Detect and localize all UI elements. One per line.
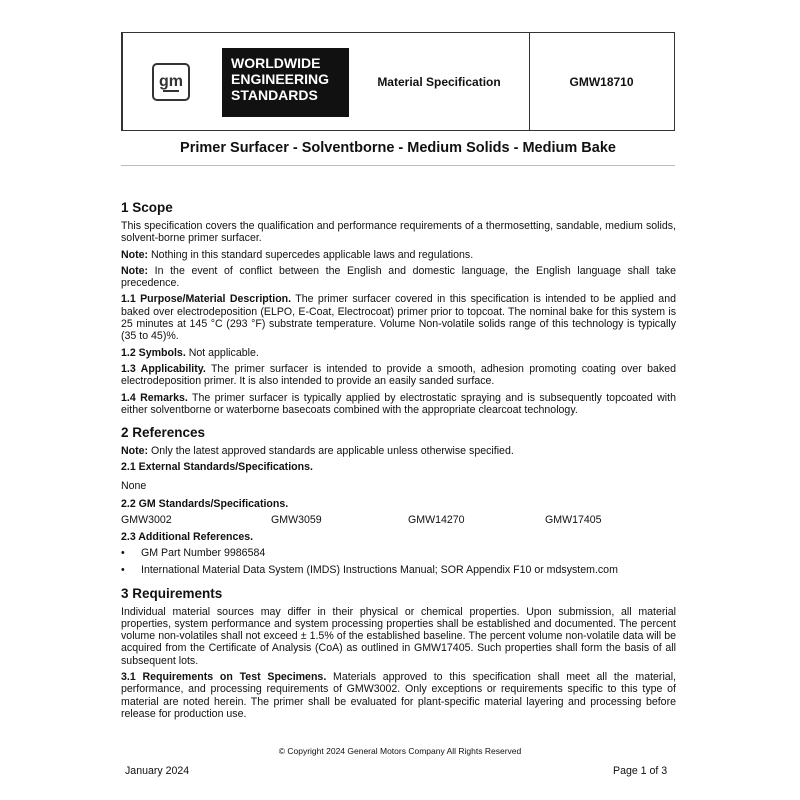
references-note: Note: Only the latest approved standards are applicable unless otherwise specified. bbox=[121, 445, 514, 458]
standards-line-2: ENGINEERING bbox=[231, 71, 330, 87]
list-item: • GM Part Number 9986584 bbox=[121, 546, 266, 559]
requirements-intro: Individual material sources may differ in their physical or chemical properties. Upon submission, all material properties, system performance and system processing properties shall be established and documented. The percent volume non-volatiles shall not exceed ± 1.5% of the established baseline. The percent volume non-volatile data will be acquired from the Certificate of Analysis (CoA) as outlined in GMW17405. Such properties shall form the basis of all subsequent lots. bbox=[121, 605, 676, 667]
scope-intro: This specification covers the qualification and performance requirements of a thermosetting, sandable, medium solids, solvent-borne primer surfacer. bbox=[121, 220, 676, 245]
doc-number: GMW18710 bbox=[569, 74, 634, 89]
footer-date: January 2024 bbox=[125, 765, 190, 777]
gm-logo bbox=[152, 63, 190, 101]
scope-note-2: Note: In the event of conflict between the English and domestic language, the English language shall take precedence. bbox=[121, 264, 676, 290]
scope-section bbox=[121, 200, 676, 416]
purpose-paragraph: 1.1 Purpose/Material Description. The primer surfacer covered in this specification is intended to be applied and baked over electrodeposition (ELPO, E-Coat, Electrocoat) primer prior to topcoat. The nominal bake for this system is 25 minutes at 145 °C (293 °F) substrate temperature. Volume Non-volatile solids range of this technology is typically (35 to 45)%. bbox=[121, 293, 676, 343]
document-header bbox=[121, 32, 675, 131]
document-title: Primer Surfacer - Solventborne - Medium Solids - Medium Bake bbox=[180, 140, 616, 156]
additional-references-heading: 2.3 Additional References. bbox=[121, 530, 254, 543]
gm-standards-heading: 2.2 GM Standards/Specifications. bbox=[121, 498, 289, 511]
bullet-icon: • bbox=[121, 546, 125, 559]
external-standards-heading: 2.1 External Standards/Specifications. bbox=[121, 461, 313, 474]
gm-standard-item: GMW3059 bbox=[271, 514, 322, 527]
doc-type: Material Specification bbox=[377, 74, 501, 89]
gm-standard-item: GMW17405 bbox=[545, 514, 602, 527]
symbols-paragraph: 1.2 Symbols. Not applicable. bbox=[121, 346, 259, 359]
gm-standard-item: GMW14270 bbox=[408, 514, 465, 527]
references-section bbox=[121, 425, 676, 576]
worldwide-engineering-standards-logo bbox=[222, 48, 349, 117]
standards-line-3: STANDARDS bbox=[231, 87, 318, 103]
list-item: • International Material Data System (IMDS) Instructions Manual; SOR Appendix F10 or mdsystem.com bbox=[121, 564, 618, 577]
scope-note-1: Note: Nothing in this standard supercedes applicable laws and regulations. bbox=[121, 248, 474, 261]
requirements-section bbox=[121, 586, 676, 721]
gm-logo-text: gm bbox=[159, 73, 183, 90]
external-standards-value: None bbox=[121, 479, 147, 492]
references-heading: 2 References bbox=[121, 425, 206, 441]
bullet-icon: • bbox=[121, 564, 125, 577]
copyright-notice: © Copyright 2024 General Motors Company All Rights Reserved bbox=[278, 746, 522, 756]
scope-heading: 1 Scope bbox=[121, 200, 173, 215]
gm-standards-list bbox=[121, 514, 676, 526]
applicability-paragraph: 1.3 Applicability. The primer surfacer is intended to provide a smooth, adhesion promoting coating over baked electrodeposition primer. It is also intended to provide an easily sanded surface. bbox=[121, 362, 677, 388]
standards-line-1: WORLDWIDE bbox=[231, 55, 321, 71]
document-body bbox=[121, 200, 676, 729]
remarks-paragraph: 1.4 Remarks. The primer surfacer is typically applied by electrostatic spraying and is subsequently topcoated with either solventborne or waterborne basecoats combined with the appropriate clearcoat technology. bbox=[121, 391, 676, 416]
footer-page-number: Page 1 of 3 bbox=[613, 765, 668, 777]
requirements-heading: 3 Requirements bbox=[121, 585, 223, 601]
title-rule bbox=[121, 165, 675, 166]
test-specimens-paragraph: 3.1 Requirements on Test Specimens. Materials approved to this specification shall meet all the material, performance, and processing requirements of GMW3002. Only exceptions or requirements specific to this type of material are noted herein. The primer shall be evaluated for plant-specific material layering and processing before release for production use. bbox=[121, 671, 676, 720]
gm-standard-item: GMW3002 bbox=[121, 514, 172, 527]
